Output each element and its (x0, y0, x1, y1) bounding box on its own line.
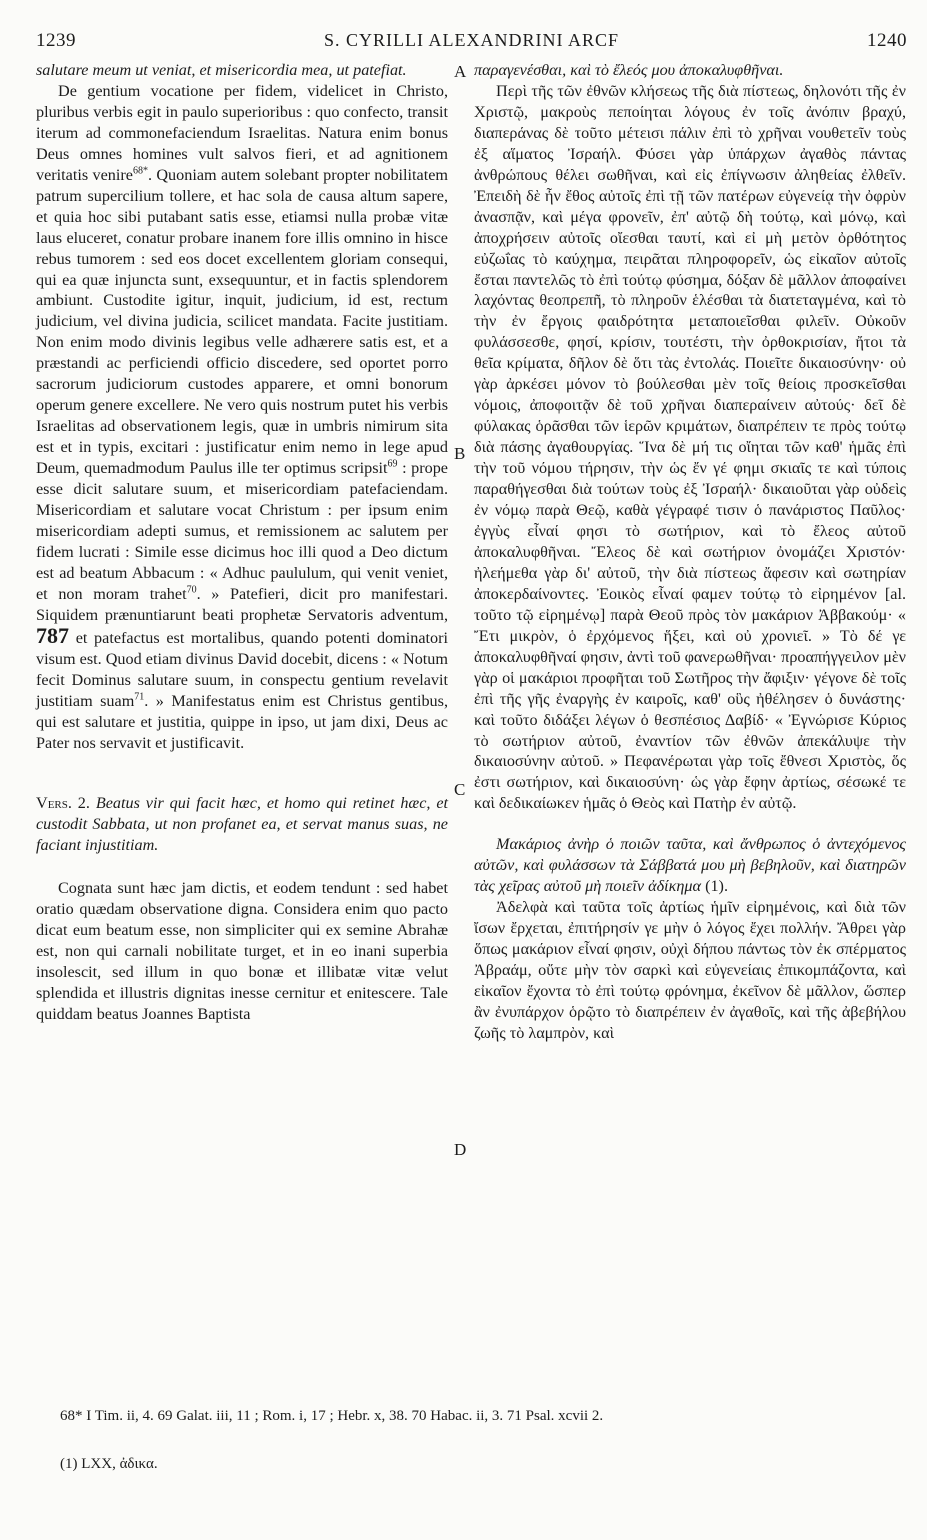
verse-text: Μακάριος ἀνὴρ ὁ ποιῶν ταῦτα, καὶ ἄνθρωπος ὁ ἀντεχόμενος αὐτῶν, καὶ φυλάσσων τὰ Σάββατά μου μὴ βεβηλοῦν, καὶ διατηρῶν τὰς χεῖρας αὐτοῦ μὴ ποιεῖν ἀδίκημα (474, 835, 906, 896)
latin-text: De gentium vocatione per fidem, videlicet in Christo, pluribus verbis egit in paulo superioribus : quo confecto, transit iterum ad commonefaciendum Israelitas. Natura enim bonus Deus omnes homines vult salvos fieri, et ad agnitionem veritatis venire (36, 81, 448, 184)
page-number-right: 1240 (867, 30, 907, 51)
margin-letter-c: C (454, 780, 466, 799)
page-header (36, 30, 907, 54)
latin-column (36, 60, 448, 1025)
greek-verse-2 (474, 834, 906, 897)
margin-letter-d: D (454, 1140, 467, 1159)
running-title: S. CYRILLI ALEXANDRINI ARCF (323, 30, 619, 50)
latin-text: . » Manifestatus enim est Christus gentibus, qui est salutare et justitia, quippe in ipso, ut jam dixi, Deus ac Pater nos servavit et justificavit. (36, 691, 448, 752)
latin-commentary-paragraph-2: Cognata sunt hæc jam dictis, et eodem tendunt : sed habet oratio quædam observatione digna. Considera enim quo pacto dicat eum beatum esse, non simpliciter qui ex semine Abrahæ est, non qui carnali nobilitate turget, et in eo inani superbia insolescit, sed illum in quo bonæ et illibatæ vitæ velut splendida et illustris dignitas inesse cernitur et enitescere. Tale quiddam beatus Joannes Baptista (36, 879, 448, 1024)
footnote-lxx: (1) LXX, ἀδικα. (60, 1456, 158, 1472)
latin-commentary-paragraph (36, 81, 448, 754)
margin-letter-b: B (454, 444, 466, 463)
greek-commentary-paragraph-2: Ἀδελφὰ καὶ ταῦτα τοῖς ἀρτίως ἡμῖν εἰρημένοις, καὶ διὰ τῶν ἴσων ἔρχεται, ἐπιτήρησίν γε μὴν ὁ λόγος ἔχει πολλήν. Ἄθρει γὰρ ὅπως μακάριον εἶναί φησιν, οὐχὶ δήπου πάντως τὸν ἐκ σπέρματος Ἀβραάμ, οὔτε μὴν τὸν σαρκὶ καὶ εὐγενείαις ἐπικομπάζοντα, καὶ εἰκαῖον ἔχοντα τὸ ἐπὶ τούτῳ φρόνημα, ἐκεῖνον δὲ μᾶλλον, ὥσπερ ἂν ἐνυπάρχον ὁρῷτο τὸ διαπρέπειν ἐν ἀγαθοῖς, καὶ τῆς ἀβεβήλου ζωῆς τὸ λαμπρὸν, καὶ (474, 898, 906, 1042)
footnote-ref-70: 70 (186, 584, 197, 596)
latin-text: . » Patefieri, dicit pro manifestari. Siquidem prænuntiarunt beati prophetæ Servatoris adventum, (36, 584, 448, 624)
latin-text: et patefactus est mortalibus, quando potenti dominatori visum est. Quod etiam divinus David docebit, dicens : « Notum fecit Dominus salutare suum, in conspectu gentium revelavit justitiam suam (36, 628, 448, 710)
verse-label: Vers. 2. (36, 794, 90, 813)
greek-verse-continuation: παραγενέσθαι, καὶ τὸ ἔλεός μου ἀποκαλυφθῆναι. (474, 61, 784, 79)
latin-verse-2 (36, 793, 448, 856)
greek-commentary-paragraph: Περὶ τῆς τῶν ἐθνῶν κλήσεως τῆς διὰ πίστεως, δηλονότι τῆς ἐν Χριστῷ, μακροὺς πεποίηται λόγους ἐν τοῖς ἀνόπιν βραχύ, διαπεράνας δὲ τοῦτο μέτεισι πάλιν ἐπὶ τὸ χρῆναι νουθετεῖν τοὺς ἐξ αἵματος Ἰσραήλ. Φύσει γὰρ ὑπάρχων ἀγαθὸς πάντας ἀνθρώπους θέλει σωθῆναι, καὶ εἰς ἐπίγνωσιν ἀληθείας ἐλθεῖν. Ἐπειδὴ δὲ ἦν ἔθος αὐτοῖς ἐπὶ τῇ τῶν πατέρων εὐγενείᾳ τὴν ὀφρὺν ἀνασπᾷν, καὶ μέγα φρονεῖν, ἐπ' αὐτῷ δὴ τούτῳ, καὶ μόνῳ, καὶ ἀποχρήσειν αὐτοῖς οἴεσθαι ταυτί, καὶ εἰ μὴ μετὸν ὀρθότητος εὐζωΐας τὸ καύχημα, πειρᾶται πληροφορεῖν, ὡς εἰκαῖον αὐτοῖς ἔσται παντελῶς τὸ ἐπὶ τούτῳ φύσημα, δόξαν δὲ μᾶλλον ἀποφαίνει λαχόντας θεοπρεπῆ, τὸ πληροῦν ἑλέσθαι τὰ διατεταγμένα, καὶ τὸ τὴν ἐν ἔργοις φαιδρότητα μεταποιεῖσθαι φιλεῖν. Οὐκοῦν φυλάσσεσθε, φησί, κρίσιν, τουτέστι, τὴν ὀρθοκρισίαν, ἤτοι τὰ θεῖα κρίματα, δῆλον δὲ ὅτι τὰς ἐντολάς. Ποιεῖτε δικαιοσύνην· οὐ γὰρ ἀρκέσει μόνον τὸ βούλεσθαι μὲν τοῖς θείοις προσκεῖσθαι νόμοις, ἀποφοιτᾷν δὲ τοῦ χρῆναι διαπεραίνειν αὐτούς· δεῖ δὲ φύλακας ὁρᾶσθαι τῶν ἱερῶν κριμάτων, διαπρέπειν τε πρὸς τούτῳ διὰ πάσης ἀγαθουργίας. Ἵνα δὲ μή τις οἴηται τῶν καθ' ἡμᾶς ἐπὶ τὴν τοῦ νόμου τήρησιν, τὴν ὡς ἔν γέ φημι σκιαῖς τε καὶ τύποις παραθήγεσθαι διὰ τούτων τοὺς ἐξ Ἰσραήλ· δικαιοῦται γὰρ οὐδεὶς ἐν νόμῳ παρὰ Θεῷ, καθὰ γέγραφέ τισιν ὁ πανάριστος Παῦλος· ἐγγὺς εἶναί φησι τὸ σωτήριον, καὶ τὸ ἔλεος αὐτοῦ ἀποκαλυφθῆναι. Ἔλεος δὲ καὶ σωτήριον ὀνομάζει Χριστόν· ἠλεήμεθα γὰρ δι' αὐτοῦ, τὴν διὰ πίστεως ἄφεσιν καὶ σωτηρίαν ἀποκερδαίνοντες. Ἐοικὸς εἶναί φαμεν τούτῳ τὸ εἰρημένον [al. τοῦτο τῷ εἰρημένῳ] παρὰ Θεοῦ πρὸς τὸν μακάριον Ἀββακούμ· « Ἔτι μικρὸν, ὁ ἐρχόμενος ἥξει, καὶ οὐ χρονιεῖ. » Τὸ δέ γε ἀποκαλυφθῆναί φησιν, ἀντὶ τοῦ φανερωθῆναι· προαπήγγειλον μὲν γὰρ οἱ μακάριοι προφῆται τοῦ Σωτῆρος τὴν ἄφιξιν· γέγονε δὲ τοῖς ἐπὶ τῆς γῆς ἐναργὴς ἐν καιροῖς, καθ' οὓς ἠθέλησεν ὁ δυνάστης· καὶ τοῦτο διδάξει λέγων ὁ θεσπέσιος Δαβίδ· « Ἐγνώρισε Κύριος τὸ σωτήριον αὐτοῦ, ἐναντίον τῶν ἐθνῶν ἀπεκάλυψε τὴν δικαιοσύνην αὐτοῦ. » Πεφανέρωται γὰρ τοῖς ἔθνεσι Χριστὸς, ὅς ἐστι σωτήριον, καὶ δικαιοσύνη· ὡς γὰρ ἔφην ἀρτίως, σέσωκέ τε καὶ δεδικαίωκεν ἡμᾶς ὁ Θεὸς καὶ Πατὴρ ἐν αὐτῷ. (474, 81, 906, 813)
verse-text: Beatus vir qui facit hæc, et homo qui retinet hæc, et custodit Sabbata, ut non profanet ea, et servat manus suas, ne faciant injustitiam. (36, 794, 449, 855)
latin-verse-continuation: salutare meum ut veniat, et misericordia mea, ut patefiat. (36, 61, 407, 79)
page-number-left: 1239 (36, 30, 76, 51)
greek-column (474, 60, 906, 1044)
footnote-ref-69: 69 (387, 458, 398, 470)
verse-footnote-ref: (1). (705, 877, 728, 896)
footnotes: 68* I Tim. ii, 4. 69 Galat. iii, 11 ; Rom. i, 17 ; Hebr. x, 38. 70 Habac. ii, 3. 71 Psal. xcvii 2. (60, 1408, 604, 1424)
margin-letter-a: A (454, 62, 467, 81)
latin-text: : prope esse dicit salutare suum, et misericordiam patefaciendam. Misericordiam et salutare vocat Christum : per ipsum enim misericordiam adepti sumus, et remissionem ac salutem per fidem lucrati : Simile esse dicimus hoc illi quod a Deo dictum est ad beatum Abbacum : « Adhuc paululum, qui venit veniet, et non moram trahet (36, 459, 448, 603)
column-number: 787 (36, 622, 69, 648)
latin-text: . Quoniam autem solebant propter nobilitatem patrum supercilium tollere, et hac sola de causa altum sapere, et quia hoc sibi putabant satis esse, etiamsi nulla probæ vitæ laus eluceret, conatur probare inanem fore illis omnino in hisce rebus tumorem : sed eos docet excellentem gloriam consequi, qui ea quæ injuncta sunt, exsequuntur, et in factis splendorem ambiunt. Custodite igitur, inquit, judicium, id est, rectum judicium, vel divina judicia, scilicet mandata. Facite justitiam. Non enim modo divinis legibus velle adhærere satis est, et a præstandi ac perficiendi officio discedere, sed oportet porro sacrorum judiciorum custodes apparere, et omni bonorum operum genere excellere. Ne vero quis nostrum putet his verbis Israelitas ad observationem legis, quæ in umbris nimirum sita est et in typis, excitari : justificatur enim nemo in lege apud Deum, quemadmodum Paulus ille ter optimus scripsit (36, 165, 448, 478)
footnote-ref-68: 68* (132, 165, 148, 177)
footnote-ref-71: 71 (134, 691, 145, 703)
